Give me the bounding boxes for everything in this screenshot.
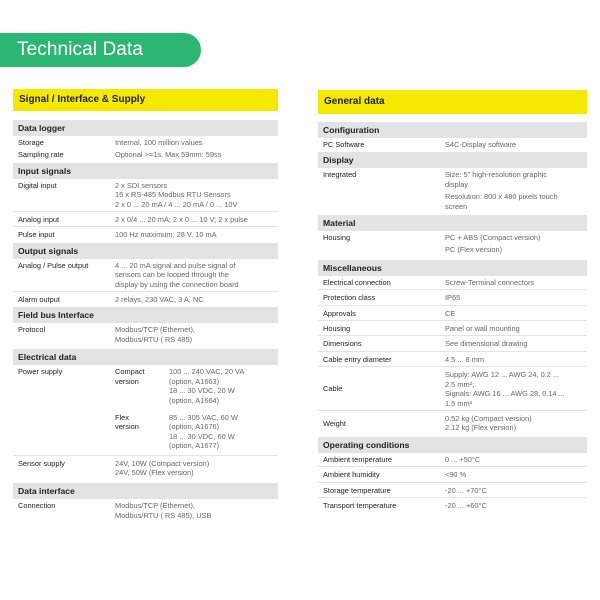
power-compact-version: Compact version 100 ... 240 VAC, 20 VA (option, A1663) 18 ... 30 VDC, 20 W (option, A1664) (115, 367, 245, 405)
general-data-column (318, 89, 587, 513)
spec-row-weight: Weight 0.52 kg (Compact version) 2.12 kg (Flex version) (323, 413, 532, 433)
group-title-material: Material (318, 215, 587, 231)
spec-row-cable-entry-diameter: Cable entry diameter 4.5 ... 8 mm (318, 355, 587, 367)
spec-row-approvals: Approvals CE (318, 309, 587, 321)
group-title-data-interface: Data interface (13, 483, 278, 499)
group-title-miscellaneous: Miscellaneous (318, 260, 587, 276)
signal-interface-supply-column (13, 89, 278, 523)
group-title-field-bus-interface: Field bus Interface (13, 307, 278, 323)
group-title-display: Display (318, 152, 587, 168)
spec-row-ambient-humidity: Ambient humidity <90 % (318, 470, 587, 482)
power-flex-version: Flex version 85 ... 305 VAC, 60 W (option, A1676) 18 ... 30 VDC, 60 W (option, A1677) (115, 412, 238, 451)
spec-row-protocol: Protocol Modbus/TCP (Ethernet), Modbus/RTU ( RS 485) (18, 325, 195, 344)
group-title-input-signals: Input signals (13, 163, 278, 179)
spec-row-dimensions: Dimensions See dimensional drawing (318, 339, 587, 351)
spec-row-housing-mounting: Housing Panel or wall mounting (318, 324, 587, 336)
group-title-electrical-data: Electrical data (13, 349, 278, 365)
spec-row-digital-input: Digital input 2 x SDI sensors 16 x RS-485 Modbus RTU Sensors 2 x 0 ... 20 mA / 4 ... 20 mA / 0 ... 10V (13, 181, 278, 212)
group-title-output-signals: Output signals (13, 243, 278, 259)
spec-row-integrated: Integrated Size: 5" high-resolution graphic display Resolution: 800 x 480 pixels touch screen (323, 170, 558, 211)
spec-row-sensor-supply: Sensor supply 24V, 10W (Compact version) 24V, 50W (Flex version) (18, 458, 210, 477)
spec-row-transport-temperature: Transport temperature -20 ... +60°C (323, 500, 487, 510)
spec-row-analog-input: Analog input 2 x 0/4 ... 20 mA; 2 x 0 ... 10 V; 2 x pulse (13, 215, 278, 227)
spec-row-storage: Storage Internal, 100 million values (18, 138, 203, 147)
section-title-general-data: General data (318, 90, 587, 114)
group-title-operating-conditions: Operating conditions (318, 437, 587, 453)
section-title-signal-interface-supply: Signal / Interface & Supply (13, 89, 278, 111)
spec-row-electrical-connection: Electrical connection Screw-Terminal connectors (318, 278, 587, 290)
spec-row-pc-software: PC Software S4C-Display software (323, 140, 517, 149)
spec-row-pulse-input: Pulse input 100 Hz maximum; 28 V, 10 mA (18, 230, 217, 240)
spec-row-cable: Cable Supply: AWG 12 ... AWG 24, 0.2 ... 2.5 mm²; Signals: AWG 16 ... AWG 28, 0.14 ... 1.5 mm² (318, 370, 587, 411)
spec-row-sampling-rate: Sampling rate Optional >=1s, Max 59mm: 59ss (18, 150, 222, 160)
spec-row-housing-material: Housing PC + ABS (Compact version) PC (Flex version) (323, 233, 541, 255)
spec-row-connection: Connection Modbus/TCP (Ethernet), Modbus/RTU ( RS 485), USB (18, 501, 212, 520)
spec-row-storage-temperature: Storage temperature -20 ... +70°C (318, 486, 587, 498)
spec-row-protection-class: Protection class IP65 (318, 293, 587, 305)
spec-row-alarm-output: Alarm output 2 relays, 230 VAC, 3 A, NC (18, 295, 204, 305)
group-title-data-logger: Data logger (13, 120, 278, 136)
spec-row-analog-pulse-output: Analog / Pulse output 4 ... 20 mA signal and pulse signal of sensors can be looped through the display by using the connection board (13, 261, 278, 292)
spec-row-ambient-temperature: Ambient temperature 0 ... +50°C (318, 455, 587, 467)
spec-row-power-supply: Power supply Compact version 100 ... 240 VAC, 20 VA (option, A1663) 18 ... 30 VDC, 20 W (option, A1664) Flex version 85 ... 305 VAC, 60 W (option, A1676) 18 ... 30 VDC, 60 W (option, A1677) (13, 367, 278, 455)
group-title-configuration: Configuration (318, 122, 587, 138)
page-title: Technical Data (0, 33, 201, 67)
